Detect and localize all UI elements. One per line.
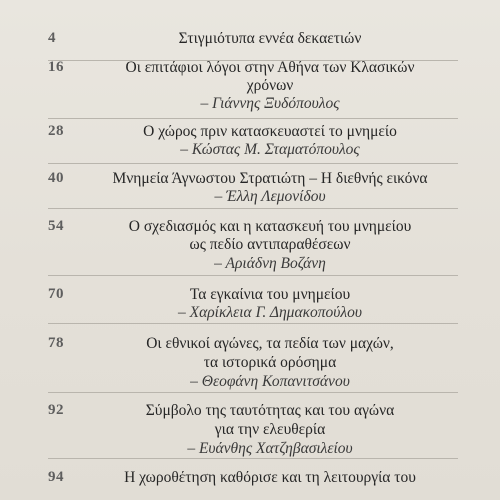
entry-author: – Θεοφάνη Κοπανιτσάνου	[190, 373, 350, 390]
entry-title: Ο χώρος πριν κατασκευαστεί το μνημείο	[143, 123, 397, 140]
entry-title: για την ελευθερία	[214, 421, 326, 438]
divider	[48, 323, 458, 324]
entry-title: Η χωροθέτηση καθόρισε και τη λειτουργία του	[124, 469, 416, 486]
page-number: 92	[48, 402, 64, 418]
page-number: 70	[48, 286, 64, 302]
entry-author: – Ευάνθης Χατζηβασιλείου	[187, 440, 353, 457]
entry-author: – Χαρίκλεια Γ. Δημακοπούλου	[178, 304, 362, 321]
page-number: 94	[48, 469, 64, 485]
divider	[48, 163, 458, 164]
entry-title: Οι επιτάφιοι λόγοι στην Αθήνα των Κλασικών	[125, 59, 415, 76]
entry-title: ως πεδίο αντιπαραθέσεων	[189, 236, 351, 253]
page-number: 4	[48, 30, 56, 46]
entry-author: – Κώστας Μ. Σταματόπουλος	[180, 141, 360, 158]
entry-title: Τα εγκαίνια του μνημείου	[189, 286, 351, 303]
entry-title: Μνημεία Άγνωστου Στρατιώτη – Η διεθνής εικόνα	[112, 170, 428, 187]
entry-author: – Γιάννης Ξυδόπουλος	[200, 95, 340, 112]
page-number: 40	[48, 170, 64, 186]
divider	[48, 118, 458, 119]
entry-title: Στιγμιότυπα εννέα δεκαετιών	[178, 30, 362, 47]
divider	[48, 275, 458, 276]
entry-title: τα ιστορικά ορόσημα	[203, 354, 337, 371]
page-number: 54	[48, 218, 64, 234]
entry-title: Ο σχεδιασμός και η κατασκευή του μνημείου	[128, 218, 412, 235]
divider	[48, 392, 458, 393]
entry-title: Οι εθνικοί αγώνες, τα πεδία των μαχών,	[146, 335, 394, 352]
divider	[48, 208, 458, 209]
entry-author: – Αριάδνη Βοζάνη	[214, 255, 326, 272]
page-number: 78	[48, 335, 64, 351]
entry-author: – Έλλη Λεμονίδου	[214, 188, 326, 205]
page-number: 28	[48, 123, 64, 139]
entry-title: χρόνων	[246, 77, 294, 94]
page-number: 16	[48, 59, 64, 75]
divider	[48, 458, 458, 459]
entry-title: Σύμβολο της ταυτότητας και του αγώνα	[145, 402, 395, 419]
